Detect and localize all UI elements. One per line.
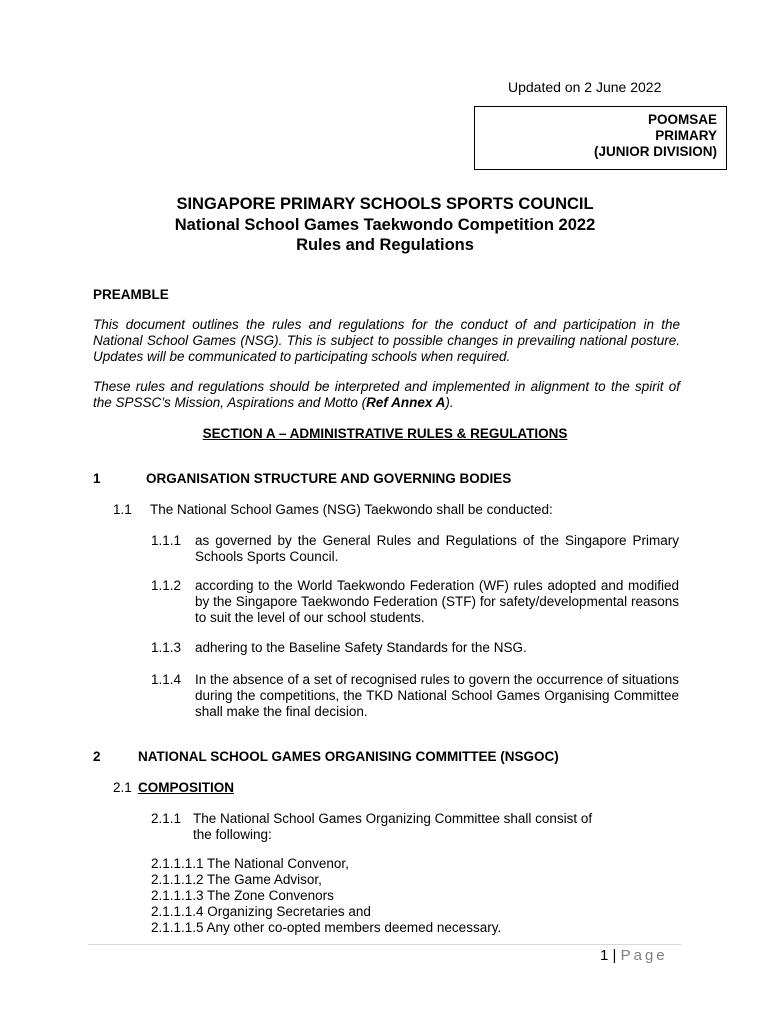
page-separator: | — [612, 947, 617, 964]
preamble-paragraph-2-end: ). — [445, 395, 454, 410]
clause-2-1-1-line-2: the following: — [193, 827, 272, 842]
composition-heading: COMPOSITION — [138, 780, 235, 795]
division-line-3: (JUNIOR DIVISION) — [593, 144, 717, 159]
clause-1-1-number: 1.1 — [113, 502, 132, 517]
title-line-2: National School Games Taekwondo Competition 2022 — [174, 215, 596, 234]
clause-1-1-2-text: according to the World Taekwondo Federation (WF) rules adopted and modified by the Singapore Taekwondo Federation (STF) for safety/developmental reasons to suit the level of our school students. — [195, 578, 679, 625]
clause-2-1-number: 2.1 — [113, 780, 132, 795]
committee-member-1: 2.1.1.1.1 The National Convenor, — [151, 856, 349, 871]
division-box — [474, 106, 727, 170]
committee-member-5: 2.1.1.1.5 Any other co-opted members deemed necessary. — [151, 920, 502, 935]
preamble-paragraph-1: This document outlines the rules and regulations for the conduct of and participation in the National School Games (NSG). This is subject to possible changes in prevailing national posture. Updates will be communicated to participating schools when required. — [93, 317, 680, 364]
clause-1-1-1-number: 1.1.1 — [151, 533, 182, 548]
page-number: 1 — [600, 947, 609, 964]
committee-member-2: 2.1.1.1.2 The Game Advisor, — [151, 872, 322, 887]
clause-1-heading: ORGANISATION STRUCTURE AND GOVERNING BODIES — [146, 471, 512, 486]
committee-member-3: 2.1.1.1.3 The Zone Convenors — [151, 888, 334, 903]
clause-2-number: 2 — [93, 749, 101, 764]
footer-divider — [88, 944, 681, 945]
updated-date: Updated on 2 June 2022 — [508, 79, 662, 95]
clause-1-1-4-text: In the absence of a set of recognised rules to govern the occurrence of situations during the competitions, the TKD National School Games Organising Committee shall make the final decision. — [195, 672, 679, 719]
division-line-2: PRIMARY — [655, 128, 717, 143]
committee-member-4: 2.1.1.1.4 Organizing Secretaries and — [151, 904, 371, 919]
clause-2-1-1-number: 2.1.1 — [151, 811, 182, 826]
annex-reference: Ref Annex A — [366, 395, 446, 410]
clause-2-heading: NATIONAL SCHOOL GAMES ORGANISING COMMITTEE (NSGOC) — [138, 749, 559, 764]
document-title — [0, 194, 770, 256]
page-label: Page — [620, 947, 668, 964]
preamble-paragraph-2-text: These rules and regulations should be interpreted and implemented in alignment to the spirit of the SPSSC’s Mission, Aspirations and Motto ( — [93, 379, 680, 410]
page-footer — [600, 947, 668, 964]
title-line-3: Rules and Regulations — [296, 236, 474, 254]
clause-1-1-1-text: as governed by the General Rules and Regulations of the Singapore Primary Schools Sports Council. — [195, 533, 679, 564]
clause-1-1-3-number: 1.1.3 — [151, 640, 182, 655]
clause-1-number: 1 — [93, 471, 101, 486]
clause-2-1-1-line-1: The National School Games Organizing Committee shall consist of — [193, 811, 593, 826]
clause-1-1-3-text: adhering to the Baseline Safety Standards for the NSG. — [195, 640, 527, 655]
preamble-paragraph-2 — [93, 379, 680, 411]
preamble-heading: PREAMBLE — [93, 287, 169, 302]
section-a-title: SECTION A – ADMINISTRATIVE RULES & REGULATIONS — [202, 426, 568, 441]
title-line-1: SINGAPORE PRIMARY SCHOOLS SPORTS COUNCIL — [176, 195, 594, 213]
clause-1-1-2-number: 1.1.2 — [151, 578, 182, 593]
division-line-1: POOMSAE — [647, 112, 717, 127]
clause-1-1-4-number: 1.1.4 — [151, 672, 182, 687]
clause-1-1-text: The National School Games (NSG) Taekwondo shall be conducted: — [150, 502, 553, 517]
